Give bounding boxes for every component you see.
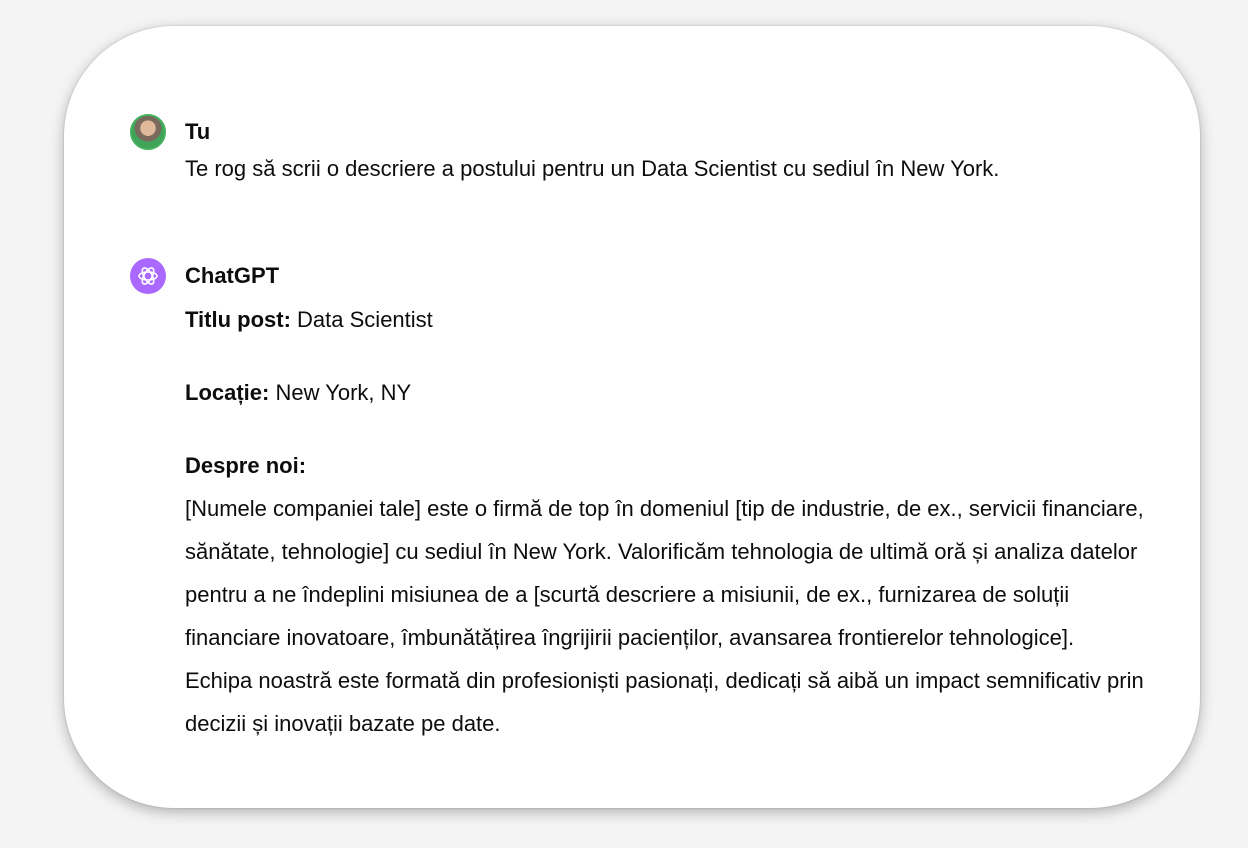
location-value: New York, NY (275, 380, 412, 405)
job-title-line (185, 298, 1145, 341)
job-title-label: Titlu post: (185, 307, 291, 332)
about-section (185, 444, 1145, 745)
about-text: [Numele companiei tale] este o firmă de top în domeniul [tip de industrie, de ex., servicii financiare, sănătate, tehnologie] cu sediul în New York. Valorificăm tehnologia de ultimă oră și analiza datelor pentru a ne îndeplini misiunea de a [scurtă descriere a misiunii, de ex., furnizarea de soluții financiare inovatoare, îmbunătățirea îngrijirii pacienților, avansarea frontierelor tehnologice]. Echipa noastră este formată din profesioniști pasionați, dedicați să aibă un impact semnificativ prin decizii și inovații bazate pe date. (185, 496, 1144, 736)
about-label: Despre noi: (185, 453, 307, 478)
user-message-text: Te rog să scrii o descriere a postului pentru un Data Scientist cu sediul în New York. (185, 156, 1000, 181)
assistant-author-name: ChatGPT (185, 263, 280, 288)
user-author-name: Tu (185, 119, 211, 144)
location-line (185, 371, 1145, 414)
openai-logo-icon (130, 258, 166, 294)
job-title-value: Data Scientist (297, 307, 433, 332)
assistant-message-body (185, 298, 1145, 775)
chat-card (64, 26, 1200, 808)
location-label: Locație: (185, 380, 270, 405)
user-avatar (130, 114, 166, 150)
